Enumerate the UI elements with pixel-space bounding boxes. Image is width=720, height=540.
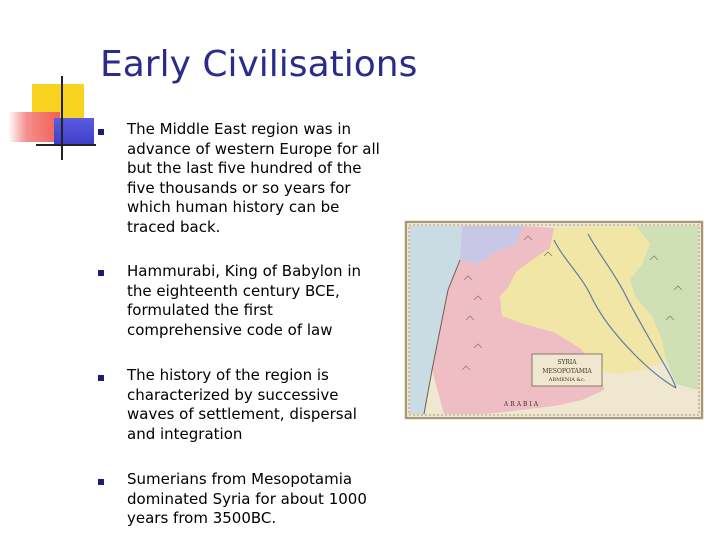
slide-title: Early Civilisations [100, 44, 418, 85]
bullet-text: Hammurabi, King of Babylon in the eighteenth century BCE, formulated the first comprehensive code of law [127, 262, 361, 339]
bullet-marker [98, 129, 104, 135]
bullet-marker [98, 479, 104, 485]
bullet-marker [98, 270, 104, 276]
bullet-marker [98, 375, 104, 381]
historical-map-image [404, 220, 704, 420]
map-region-label: ARABIA [503, 401, 541, 408]
bullet-text: The history of the region is characterized by successive waves of settlement, dispersal and integration [127, 366, 357, 443]
bullet-text: The Middle East region was in advance of western Europe for all but the last five hundred of the five thousands or so years for which human history can be traced back. [127, 120, 380, 236]
bullet-text: Sumerians from Mesopotamia dominated Syria for about 1000 years from 3500BC. [127, 470, 367, 527]
map-cartouche-line3: ARMENIA &c. [548, 377, 586, 383]
map-cartouche-line2: MESOPOTAMIA [542, 368, 592, 375]
map-cartouche-line1: SYRIA [557, 359, 577, 366]
